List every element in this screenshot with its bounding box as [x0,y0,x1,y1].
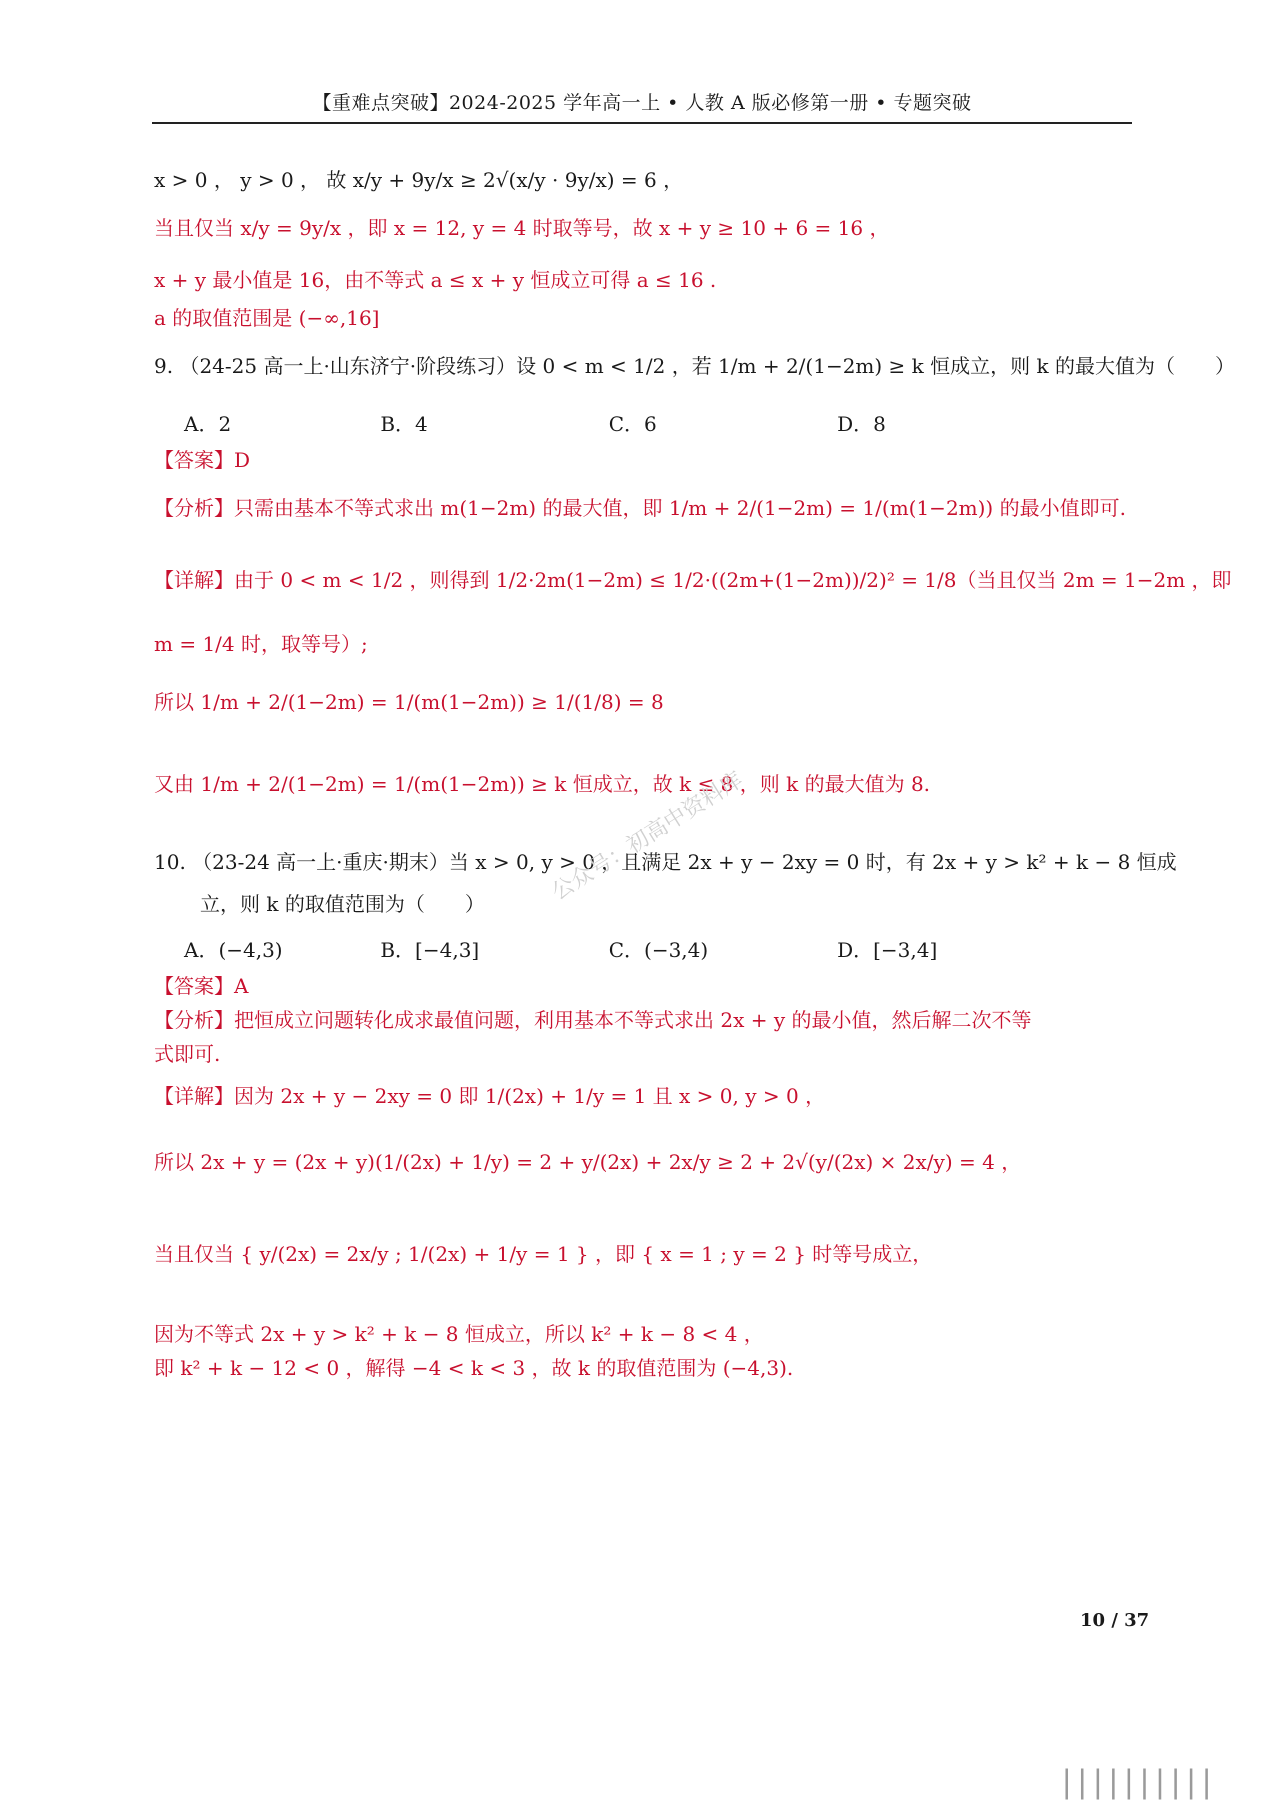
q10-option-a: A．(−4,3) [184,938,283,962]
q10-detail: 所以 2x + y = (2x + y)(1/(2x) + 1/y) = 2 + y/(2x) + 2x/y ≥ 2 + 2√(y/(2x) × 2x/y) = 4 ， [154,1150,1022,1174]
header-divider [152,122,1132,124]
q10-option-b: B．[−4,3] [380,938,480,962]
q9-option-d: D．8 [837,412,886,436]
q10-detail: 因为不等式 2x + y > k² + k − 8 恒成立，所以 k² + k − 8 < 4 ， [154,1322,764,1346]
q10-detail: 即 k² + k − 12 < 0 ，解得 −4 < k < 3 ，故 k 的取值范围为 (−4,3). [154,1356,794,1380]
text-line: 当且仅当 x/y = 9y/x ，即 x = 12, y = 4 时取等号，故 x + y ≥ 10 + 6 = 16 ， [154,216,890,240]
question-10-cont: 立，则 k 的取值范围为（ ） [200,892,485,916]
q10-option-d: D．[−3,4] [837,938,938,962]
q10-detail: 当且仅当 { y/(2x) = 2x/y ; 1/(2x) + 1/y = 1 } ，即 { x = 1 ; y = 2 } 时等号成立， [154,1242,933,1266]
q10-analysis: 式即可. [154,1042,221,1066]
logo-icon: ⎮⎮⎮⎮⎮⎮⎮⎮⎮⎮ [1060,1770,1216,1800]
q9-detail: 【详解】由于 0 < m < 1/2 ，则得到 1/2·2m(1−2m) ≤ 1/2·((2m+(1−2m))/2)² = 1/8（当且仅当 2m = 1−2m ，即 [154,568,1232,592]
question-10: 10. （23-24 高一上·重庆·期末）当 x > 0, y > 0 ，且满足 2x + y − 2xy = 0 时，有 2x + y > k² + k − 8 恒成 [154,850,1177,874]
q9-options [184,410,886,438]
q9-detail: 又由 1/m + 2/(1−2m) = 1/(m(1−2m)) ≥ k 恒成立，故 k ≤ 8 ，则 k 的最大值为 8. [154,772,931,796]
q9-option-b: B．4 [380,412,428,436]
text-line: x > 0 ， y > 0 ， 故 x/y + 9y/x ≥ 2√(x/y · 9y/x) = 6 ， [154,168,684,192]
q10-answer: 【答案】A [154,974,249,998]
text-line: a 的取值范围是 (−∞,16] [154,306,380,330]
page-number: 10 / 37 [1080,1610,1150,1631]
text-line: x + y 最小值是 16，由不等式 a ≤ x + y 恒成立可得 a ≤ 16 . [154,268,717,292]
q9-detail: m = 1/4 时，取等号）; [154,632,368,656]
q9-option-a: A．2 [184,412,232,436]
q10-option-c: C．(−3,4) [608,938,709,962]
q10-detail: 【详解】因为 2x + y − 2xy = 0 即 1/(2x) + 1/y = 1 且 x > 0, y > 0 ， [154,1084,826,1108]
q9-analysis: 【分析】只需由基本不等式求出 m(1−2m) 的最大值，即 1/m + 2/(1−2m) = 1/(m(1−2m)) 的最小值即可. [154,496,1126,520]
q10-options [184,936,937,964]
q9-option-c: C．6 [608,412,657,436]
q10-analysis: 【分析】把恒成立问题转化成求最值问题，利用基本不等式求出 2x + y 的最小值，然后解二次不等 [154,1008,1032,1032]
q9-detail: 所以 1/m + 2/(1−2m) = 1/(m(1−2m)) ≥ 1/(1/8) = 8 [154,690,664,714]
page-header: 【重难点突破】2024-2025 学年高一上 • 人教 A 版必修第一册 • 专题突破 [312,92,972,114]
q9-answer: 【答案】D [154,448,251,472]
question-9: 9. （24-25 高一上·山东济宁·阶段练习）设 0 < m < 1/2 ，若 1/m + 2/(1−2m) ≥ k 恒成立，则 k 的最大值为（ ） [154,354,1235,378]
watermark: 公众号：初高中资料库 [547,767,748,906]
